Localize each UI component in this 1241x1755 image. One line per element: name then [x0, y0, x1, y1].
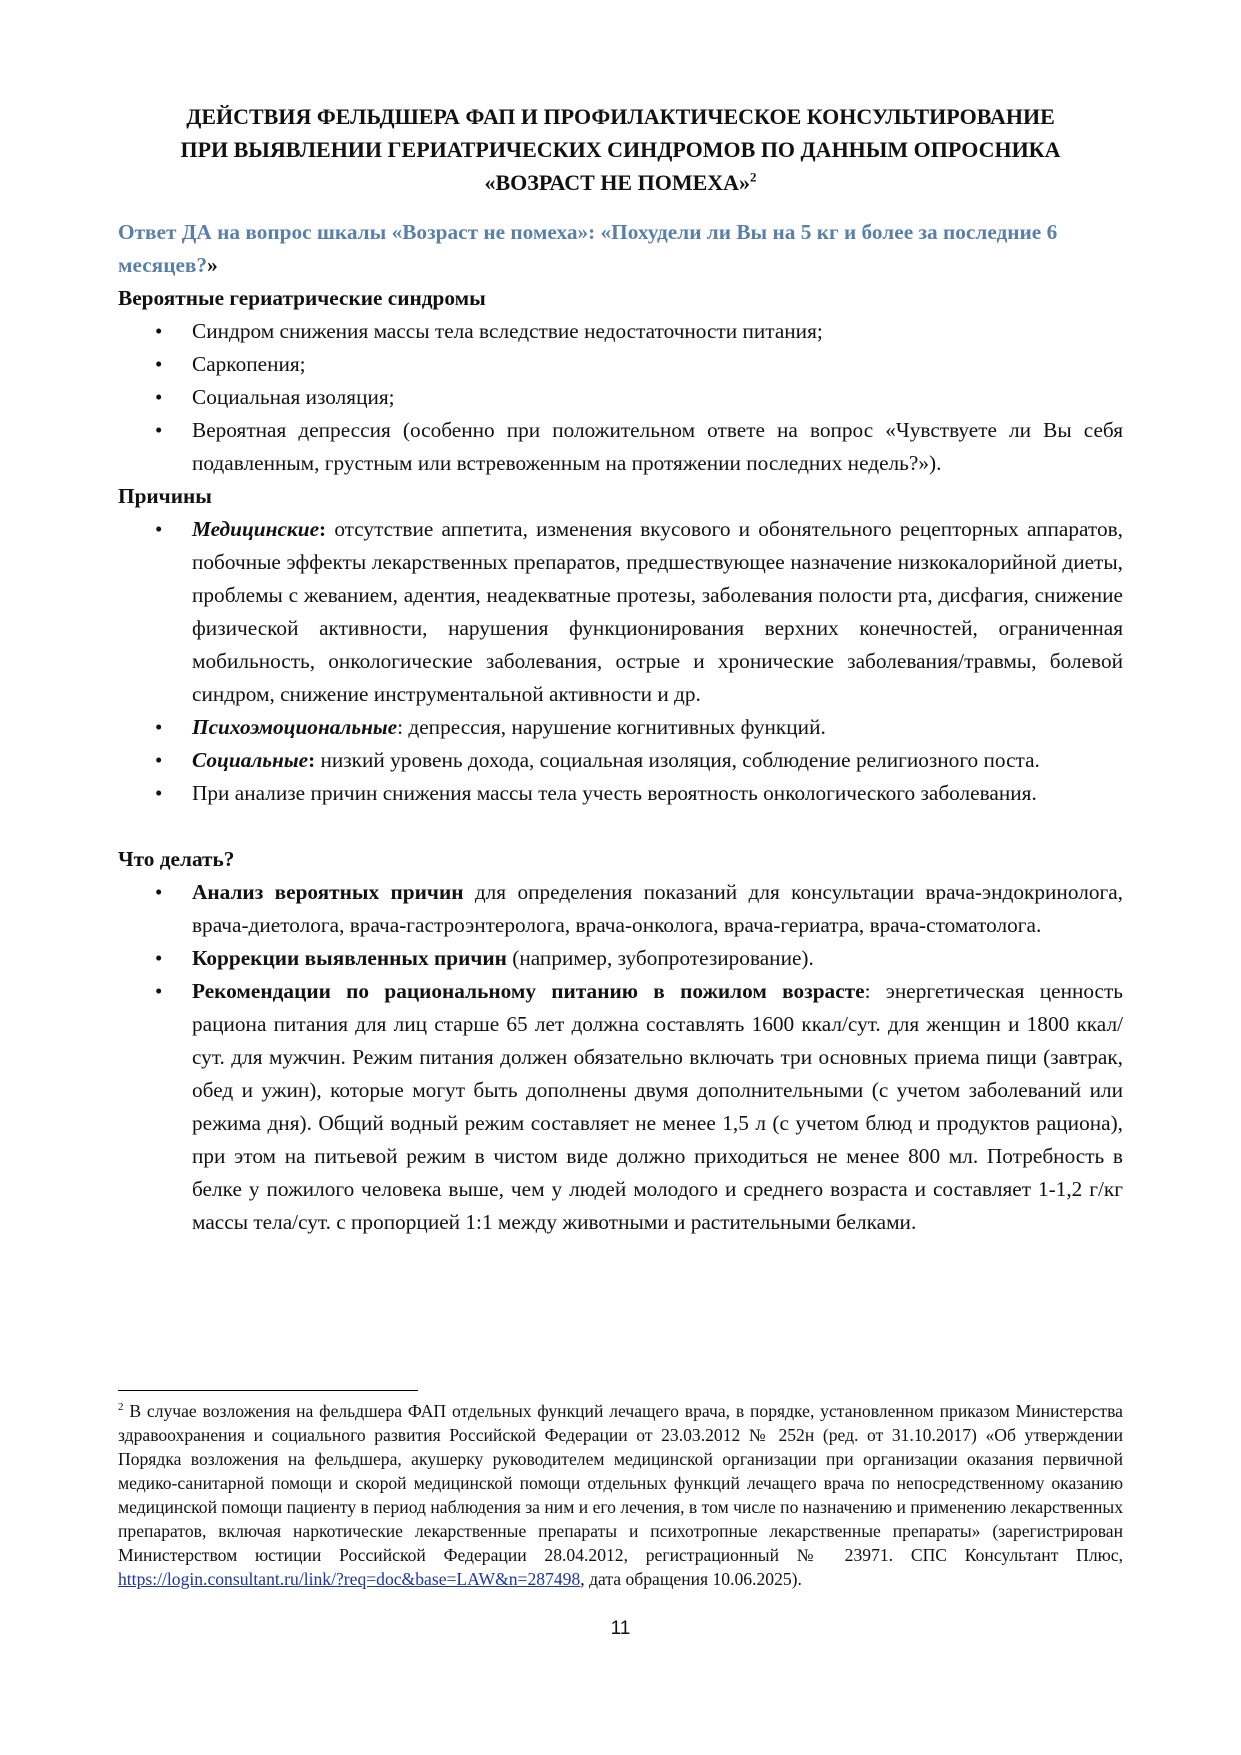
social-colon: : — [308, 748, 316, 772]
psycho-label: Психоэмоциональные — [192, 715, 398, 739]
page-number: 11 — [610, 1618, 631, 1639]
action-2-text: (например, зубопротезирование). — [506, 946, 814, 970]
list-item: • При анализе причин снижения массы тела учесть вероятность онкологического заболевания. — [192, 777, 1123, 810]
document-title — [118, 100, 1123, 199]
title-line-1: ДЕЙСТВИЯ ФЕЛЬДШЕРА ФАП И ПРОФИЛАКТИЧЕСКОЕ КОНСУЛЬТИРОВАНИЕ — [186, 104, 1055, 129]
social-label: Социальные — [192, 748, 309, 772]
syndromes-heading: Вероятные гериатрические синдромы — [118, 286, 486, 310]
footnote — [118, 1399, 1123, 1591]
question-text: Ответ ДА на вопрос шкалы «Возраст не помеха»: «Похудели ли Вы на 5 кг и более за последние 6 месяцев? — [118, 220, 1058, 277]
screening-question — [118, 216, 1123, 282]
psycho-text: : депрессия, нарушение когнитивных функций. — [397, 715, 826, 739]
title-line-2: ПРИ ВЫЯВЛЕНИИ ГЕРИАТРИЧЕСКИХ СИНДРОМОВ ПО ДАННЫМ ОПРОСНИКА — [180, 137, 1061, 162]
medical-text: отсутствие аппетита, изменения вкусового и обонятельного рецепторных аппаратов, побочные эффекты лекарственных препаратов, предшествующее назначение низкокалорийной диеты, проблемы с жеванием, адентия, неадекватные протезы, заболевания полости рта, дисфагия, снижение физической активности, нарушения функционирования верхних конечностей, ограниченная мобильность, онкологические заболевания, острые и хронические заболевания/травмы, болевой синдром, снижение инструментальной активности и др. — [192, 517, 1123, 706]
title-footnote-ref[interactable]: 2 — [750, 169, 757, 185]
document-page — [118, 100, 1123, 1239]
list-item — [192, 975, 1123, 1239]
action-2-label: Коррекции выявленных причин — [192, 946, 507, 970]
social-text: низкий уровень дохода, социальная изоляция, соблюдение религиозного поста. — [315, 748, 1040, 772]
medical-label: Медицинские — [192, 517, 320, 541]
action-1-text: для определения показаний для консультации врача-эндокринолога, врача-диетолога, врача-гастроэнтеролога, врача-онколога, врача-гериатра, врача-стоматолога. — [192, 880, 1123, 937]
actions-list — [118, 876, 1123, 1239]
syndromes-list — [118, 315, 1123, 480]
list-item — [192, 876, 1123, 942]
footnote-text: В случае возложения на фельдшера ФАП отдельных функций лечащего врача, в порядке, установленном приказом Министерства здравоохранения и социального развития Российской Федерации от 23.03.2012 № 252н (ред. от 31.10.2017) «Об утверждении Порядка возложения на фельдшера, акушерку руководителем медицинской организации при организации оказания первичной медико-санитарной помощи и скорой медицинской помощи отдельных функций лечащего врача по непосредственному оказанию медицинской помощи пациенту в период наблюдения за ним и его лечения, в том числе по назначению и применению лекарственных препаратов, включая наркотические лекарственные препараты и психотропные лекарственные препараты» (зарегистрирован Министерством юстиции Российской Федерации 28.04.2012, регистрационный № 23971. СПС Консультант Плюс, — [118, 1401, 1123, 1565]
medical-colon: : — [319, 517, 327, 541]
action-3-text: : энергетическая ценность рациона питания для лиц старше 65 лет должна составлять 1600 ккал/сут. для женщин и 1800 ккал/сут. для мужчин. Режим питания должен обязательно включать три основных приема пищи (завтрак, обед и ужин), которые могут быть дополнены двумя дополнительными (с учетом заболеваний или режима дня). Общий водный режим составляет не менее 1,5 л (с учетом блюд и продуктов рациона), при этом на питьевой режим в чистом виде должно приходиться не менее 800 мл. Потребность в белке у пожилого человека выше, чем у людей молодого и среднего возраста и составляет 1-1,2 г/кг массы тела/сут. с пропорцией 1:1 между животными и растительными белками. — [192, 979, 1124, 1234]
footnote-number: 2 — [118, 1401, 124, 1414]
title-line-3: «ВОЗРАСТ НЕ ПОМЕХА» — [484, 170, 751, 195]
list-item — [192, 711, 1123, 744]
causes-list — [118, 513, 1123, 810]
question-tail: » — [207, 253, 218, 277]
list-item: • Саркопения; — [192, 348, 1123, 381]
list-item: • Социальная изоляция; — [192, 381, 1123, 414]
list-item: • Вероятная депрессия (особенно при положительном ответе на вопрос «Чувствуете ли Вы себя подавленным, грустным или встревоженным на протяжении последних недель?»). — [192, 414, 1123, 480]
list-item: • Синдром снижения массы тела вследствие недостаточности питания; — [192, 315, 1123, 348]
list-item — [192, 513, 1123, 711]
spacer — [118, 810, 1123, 843]
footnote-link[interactable]: https://login.consultant.ru/link/?req=doc&base=LAW&n=287498 — [118, 1569, 581, 1589]
actions-heading: Что делать? — [118, 847, 235, 871]
list-item — [192, 942, 1123, 975]
list-item — [192, 744, 1123, 777]
footnote-after-link: , дата обращения 10.06.2025). — [580, 1569, 802, 1589]
action-3-label: Рекомендации по рациональному питанию в пожилом возрасте — [192, 979, 865, 1003]
action-1-label: Анализ вероятных причин — [192, 880, 464, 904]
causes-heading: Причины — [118, 484, 212, 508]
footnote-separator — [118, 1390, 418, 1391]
